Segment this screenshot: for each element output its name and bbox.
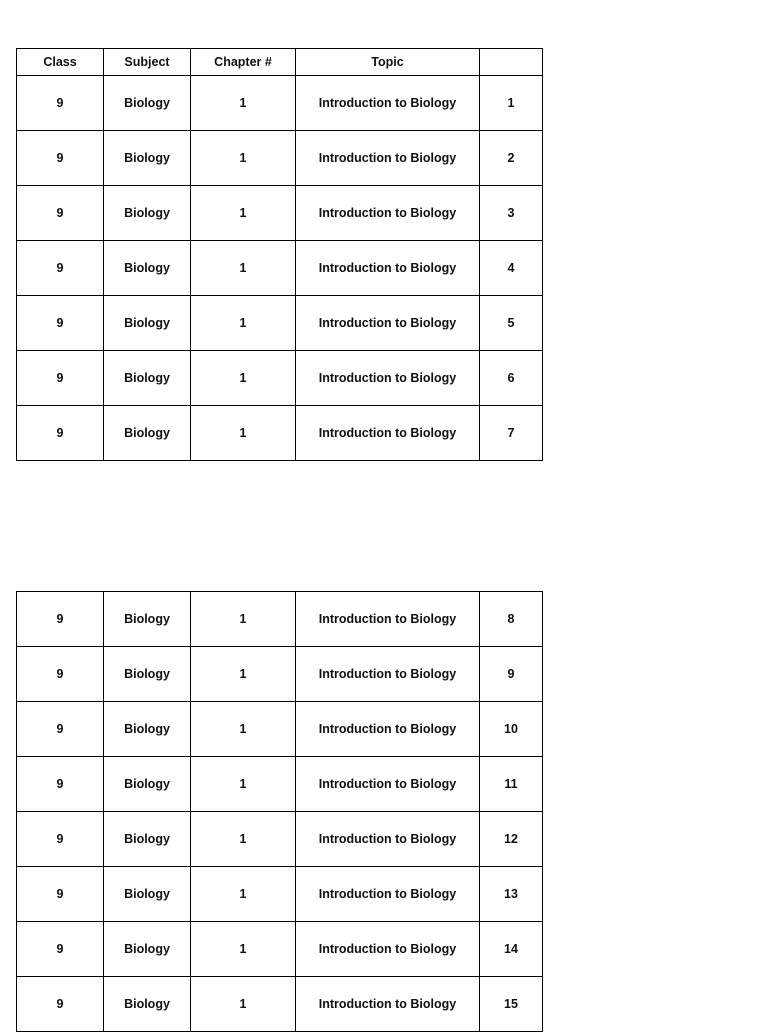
cell-subject: Biology xyxy=(104,647,191,702)
cell-class: 9 xyxy=(17,757,104,812)
cell-topic: Introduction to Biology xyxy=(296,977,480,1032)
cell-number: 10 xyxy=(480,702,543,757)
cell-class: 9 xyxy=(17,241,104,296)
cell-number: 8 xyxy=(480,592,543,647)
cell-subject: Biology xyxy=(104,702,191,757)
header-class: Class xyxy=(17,49,104,76)
cell-chapter: 1 xyxy=(191,351,296,406)
cell-subject: Biology xyxy=(104,351,191,406)
table-row xyxy=(17,131,543,186)
cell-number: 5 xyxy=(480,296,543,351)
cell-chapter: 1 xyxy=(191,922,296,977)
cell-chapter: 1 xyxy=(191,647,296,702)
cell-topic: Introduction to Biology xyxy=(296,867,480,922)
header-topic: Topic xyxy=(296,49,480,76)
cell-topic: Introduction to Biology xyxy=(296,647,480,702)
cell-number: 6 xyxy=(480,351,543,406)
cell-class: 9 xyxy=(17,867,104,922)
cell-chapter: 1 xyxy=(191,977,296,1032)
cell-chapter: 1 xyxy=(191,406,296,461)
cell-chapter: 1 xyxy=(191,186,296,241)
cell-topic: Introduction to Biology xyxy=(296,241,480,296)
cell-number: 14 xyxy=(480,922,543,977)
header-row xyxy=(17,49,543,76)
cell-number: 1 xyxy=(480,76,543,131)
table-row xyxy=(17,757,543,812)
cell-subject: Biology xyxy=(104,812,191,867)
cell-class: 9 xyxy=(17,702,104,757)
cell-subject: Biology xyxy=(104,922,191,977)
cell-class: 9 xyxy=(17,922,104,977)
table-row xyxy=(17,76,543,131)
table-row xyxy=(17,647,543,702)
cell-number: 3 xyxy=(480,186,543,241)
cell-class: 9 xyxy=(17,977,104,1032)
cell-chapter: 1 xyxy=(191,296,296,351)
cell-chapter: 1 xyxy=(191,76,296,131)
cell-topic: Introduction to Biology xyxy=(296,406,480,461)
cell-subject: Biology xyxy=(104,867,191,922)
table-row xyxy=(17,241,543,296)
cell-class: 9 xyxy=(17,186,104,241)
cell-class: 9 xyxy=(17,406,104,461)
cell-number: 15 xyxy=(480,977,543,1032)
cell-topic: Introduction to Biology xyxy=(296,812,480,867)
cell-chapter: 1 xyxy=(191,131,296,186)
cell-chapter: 1 xyxy=(191,241,296,296)
topics-table-2 xyxy=(16,591,543,1032)
cell-topic: Introduction to Biology xyxy=(296,592,480,647)
cell-topic: Introduction to Biology xyxy=(296,76,480,131)
topics-table-1 xyxy=(16,48,543,461)
cell-chapter: 1 xyxy=(191,867,296,922)
cell-number: 4 xyxy=(480,241,543,296)
cell-topic: Introduction to Biology xyxy=(296,922,480,977)
cell-number: 12 xyxy=(480,812,543,867)
cell-topic: Introduction to Biology xyxy=(296,296,480,351)
header-number xyxy=(480,49,543,76)
cell-class: 9 xyxy=(17,592,104,647)
table-row xyxy=(17,351,543,406)
cell-class: 9 xyxy=(17,647,104,702)
cell-class: 9 xyxy=(17,76,104,131)
cell-class: 9 xyxy=(17,296,104,351)
cell-subject: Biology xyxy=(104,186,191,241)
table-row xyxy=(17,977,543,1032)
table-body xyxy=(17,592,543,1032)
cell-topic: Introduction to Biology xyxy=(296,702,480,757)
cell-subject: Biology xyxy=(104,241,191,296)
cell-subject: Biology xyxy=(104,76,191,131)
cell-class: 9 xyxy=(17,351,104,406)
table-row xyxy=(17,592,543,647)
header-chapter: Chapter # xyxy=(191,49,296,76)
cell-subject: Biology xyxy=(104,296,191,351)
cell-chapter: 1 xyxy=(191,757,296,812)
table-row xyxy=(17,296,543,351)
header-subject: Subject xyxy=(104,49,191,76)
table-row xyxy=(17,186,543,241)
table-body xyxy=(17,76,543,461)
table-row xyxy=(17,922,543,977)
table-row xyxy=(17,702,543,757)
cell-subject: Biology xyxy=(104,131,191,186)
cell-number: 7 xyxy=(480,406,543,461)
cell-chapter: 1 xyxy=(191,812,296,867)
cell-number: 2 xyxy=(480,131,543,186)
cell-subject: Biology xyxy=(104,406,191,461)
cell-subject: Biology xyxy=(104,757,191,812)
cell-class: 9 xyxy=(17,812,104,867)
cell-chapter: 1 xyxy=(191,702,296,757)
cell-number: 13 xyxy=(480,867,543,922)
cell-number: 11 xyxy=(480,757,543,812)
cell-topic: Introduction to Biology xyxy=(296,757,480,812)
cell-topic: Introduction to Biology xyxy=(296,351,480,406)
cell-class: 9 xyxy=(17,131,104,186)
table-row xyxy=(17,867,543,922)
table-row xyxy=(17,812,543,867)
cell-topic: Introduction to Biology xyxy=(296,186,480,241)
cell-subject: Biology xyxy=(104,977,191,1032)
table-row xyxy=(17,406,543,461)
cell-chapter: 1 xyxy=(191,592,296,647)
cell-topic: Introduction to Biology xyxy=(296,131,480,186)
cell-number: 9 xyxy=(480,647,543,702)
cell-subject: Biology xyxy=(104,592,191,647)
